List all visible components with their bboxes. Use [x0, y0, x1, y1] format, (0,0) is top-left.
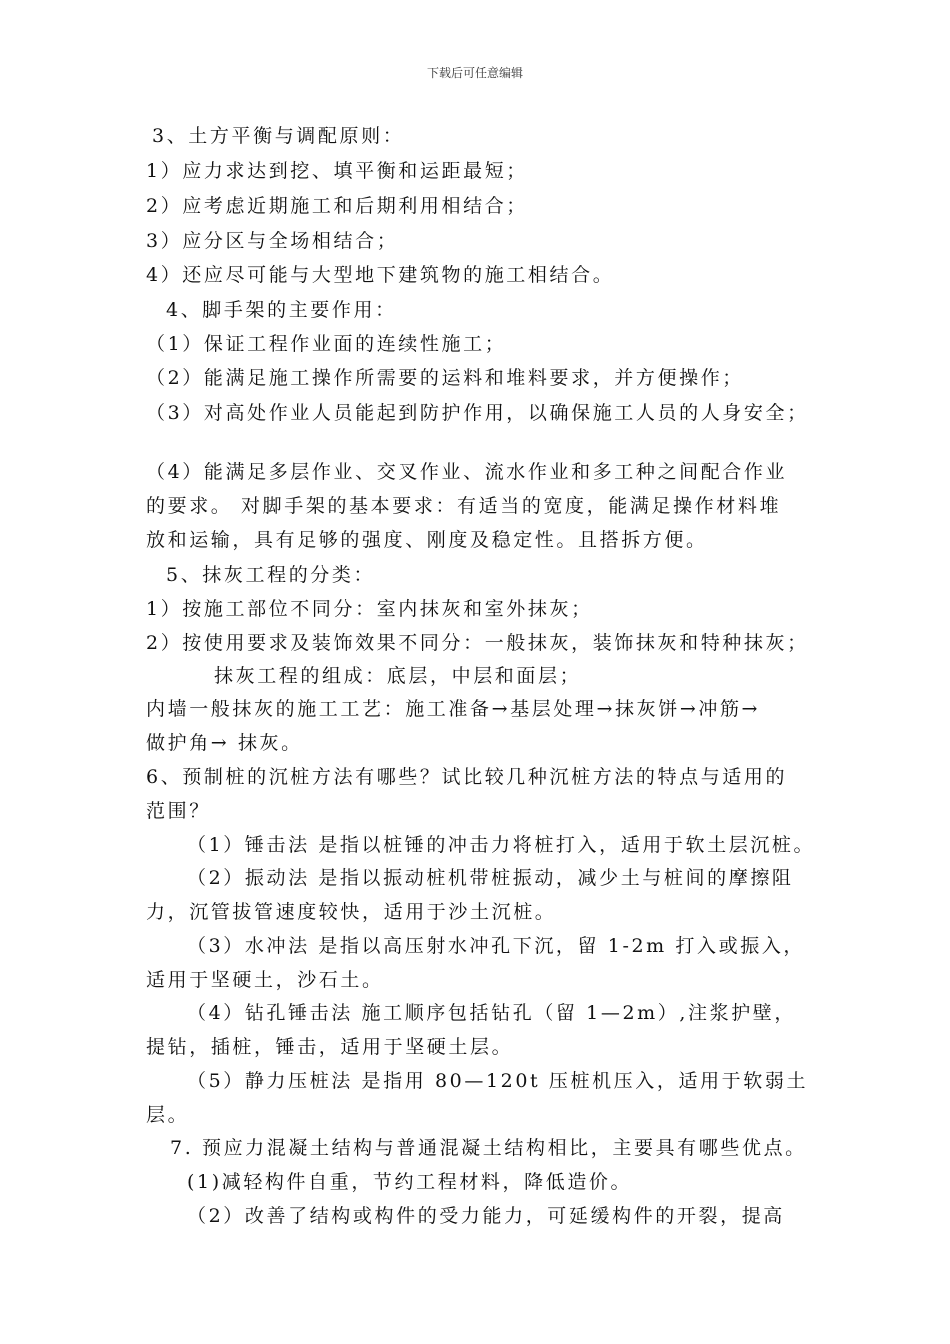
text-line: 7. 预应力混凝土结构与普通混凝土结构相比，主要具有哪些优点。 [170, 1137, 807, 1159]
text-line: 2）按使用要求及装饰效果不同分：一般抹灰，装饰抹灰和特种抹灰； [146, 632, 809, 654]
text-line: 5、抹灰工程的分类： [166, 564, 376, 586]
text-line: （1）保证工程作业面的连续性施工； [146, 333, 507, 355]
text-line: 3）应分区与全场相结合； [146, 230, 399, 252]
text-line: 适用于坚硬土，沙石土。 [146, 969, 384, 991]
text-line: （1）锤击法 是指以桩锤的冲击力将桩打入，适用于软土层沉桩。 [187, 834, 816, 856]
text-line: （3）水冲法 是指以高压射水冲孔下沉，留 1-2m 打入或振入， [187, 935, 806, 957]
text-line: （4）钻孔锤击法 施工顺序包括钻孔（留 1—2m）,注浆护壁， [187, 1002, 797, 1024]
text-line: 6、预制桩的沉桩方法有哪些？试比较几种沉桩方法的特点与适用的 [146, 766, 788, 788]
text-line: 提钻，插桩，锤击，适用于坚硬土层。 [146, 1036, 514, 1058]
text-line: （2）能满足施工操作所需要的运料和堆料要求，并方便操作； [146, 367, 744, 389]
text-line: （2）改善了结构或构件的受力能力，可延缓构件的开裂，提高 [187, 1205, 785, 1227]
text-line: 4、脚手架的主要作用： [166, 299, 397, 321]
text-line: (1)减轻构件自重，节约工程材料，降低造价。 [187, 1171, 633, 1193]
text-line: （2）振动法 是指以振动桩机带桩振动，减少土与桩间的摩擦阻 [187, 867, 794, 889]
text-line: 放和运输，具有足够的强度、刚度及稳定性。且搭拆方便。 [146, 529, 708, 551]
text-line: （4）能满足多层作业、交叉作业、流水作业和多工种之间配合作业 [146, 461, 788, 483]
text-line: 3、土方平衡与调配原则： [152, 125, 405, 147]
text-line: 1）应力求达到挖、填平衡和运距最短； [146, 160, 528, 182]
text-line: 力，沉管拔管速度较快，适用于沙土沉桩。 [146, 901, 557, 923]
text-line: 做护角→ 抹灰。 [146, 732, 303, 754]
text-line: 内墙一般抹灰的施工工艺：施工准备→基层处理→抹灰饼→冲筋→ [146, 698, 761, 720]
text-line: 1）按施工部位不同分：室内抹灰和室外抹灰； [146, 598, 593, 620]
page-header: 下载后可任意编辑 [426, 66, 523, 80]
text-line: （3）对高处作业人员能起到防护作用，以确保施工人员的人身安全； [146, 402, 809, 424]
text-line: 的要求。 对脚手架的基本要求：有适当的宽度，能满足操作材料堆 [146, 495, 782, 517]
text-line: 层。 [146, 1104, 190, 1126]
text-line: 4）还应尽可能与大型地下建筑物的施工相结合。 [146, 264, 615, 286]
text-line: 抹灰工程的组成：底层，中层和面层； [214, 665, 582, 687]
text-line: 2）应考虑近期施工和后期利用相结合； [146, 195, 528, 217]
text-line: （5）静力压桩法 是指用 80—120t 压桩机压入，适用于软弱土 [187, 1070, 809, 1092]
text-line: 范围？ [146, 800, 211, 822]
